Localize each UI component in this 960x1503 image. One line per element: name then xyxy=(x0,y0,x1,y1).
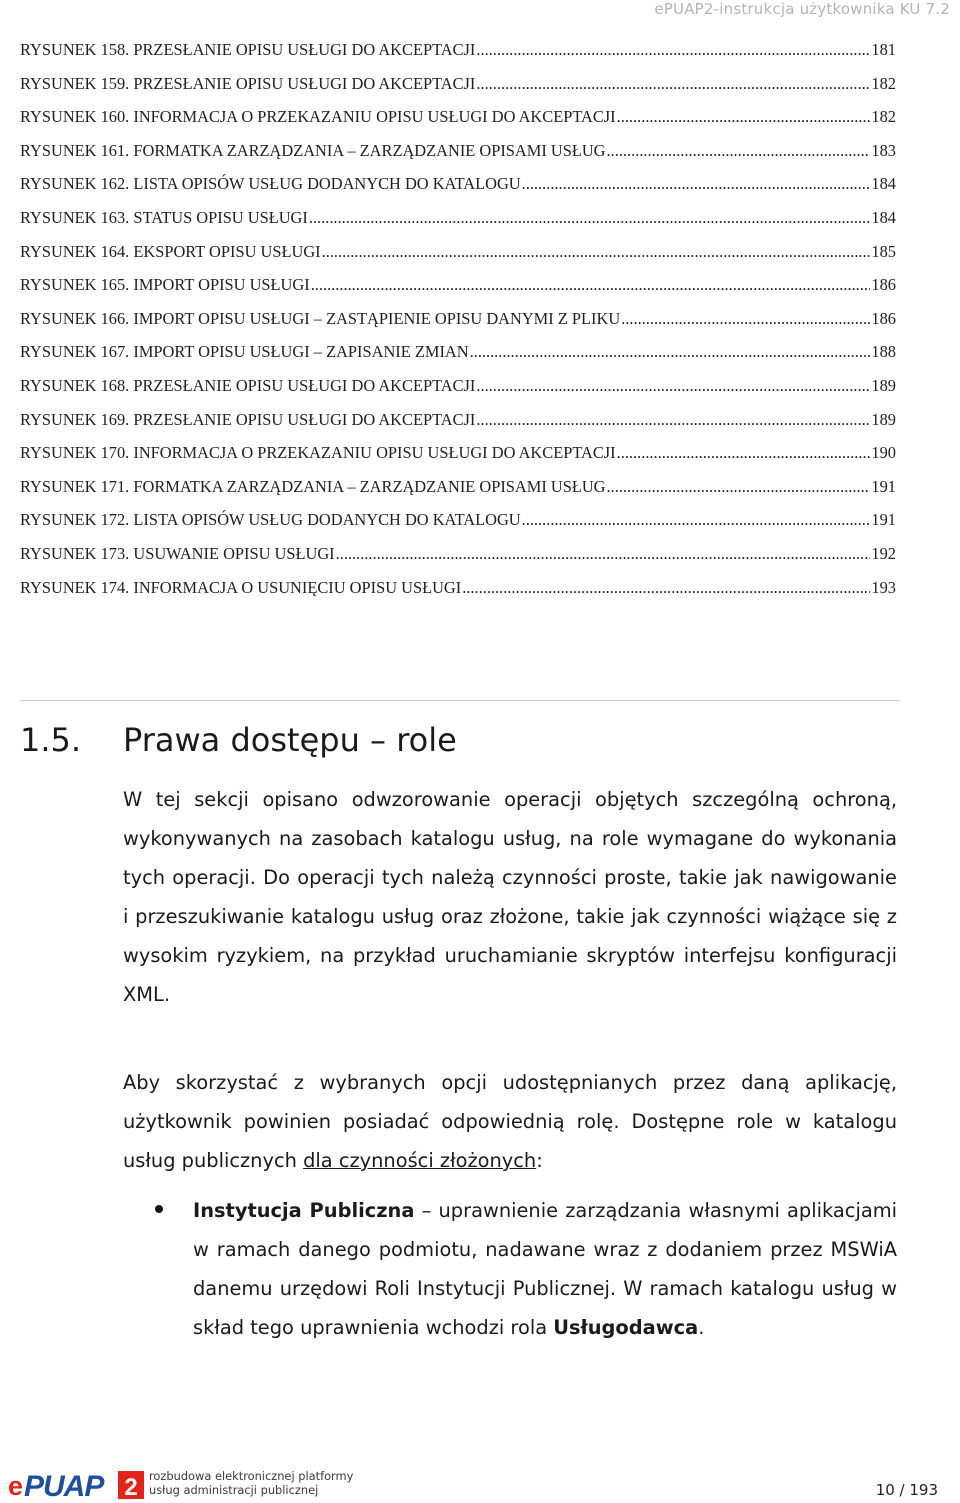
toc-entry-page: 190 xyxy=(871,443,896,463)
toc-dot-leader xyxy=(309,208,871,228)
list-item xyxy=(0,1191,960,1347)
toc-entry-title: RYSUNEK 158. PRZESŁANIE OPISU USŁUGI DO AKCEPTACJI xyxy=(20,40,476,59)
toc-entry-page: 184 xyxy=(871,174,896,194)
platform-tagline xyxy=(149,1469,353,1497)
toc-entry[interactable] xyxy=(20,510,896,544)
toc-entry-page: 181 xyxy=(871,40,896,59)
running-header: ePUAP2-instrukcja użytkownika KU 7.2 xyxy=(654,0,950,18)
toc-entry-title: RYSUNEK 166. IMPORT OPISU USŁUGI – ZASTĄPIENIE OPISU DANYMI Z PLIKU xyxy=(20,308,621,328)
epuap-logo xyxy=(6,1469,146,1501)
toc-dot-leader xyxy=(607,141,871,161)
section-number: 1.5. xyxy=(20,721,82,759)
toc-entry-title: RYSUNEK 168. PRZESŁANIE OPISU USŁUGI DO AKCEPTACJI xyxy=(20,375,476,395)
section-divider xyxy=(20,700,900,701)
toc-dot-leader xyxy=(607,477,871,497)
toc-entry[interactable] xyxy=(20,141,896,175)
toc-dot-leader xyxy=(462,578,870,598)
list-item-text xyxy=(193,1191,897,1347)
toc-entry[interactable] xyxy=(20,74,896,108)
toc-dot-leader xyxy=(522,174,871,194)
role-description-end: . xyxy=(698,1316,705,1339)
roles-list xyxy=(0,1191,960,1347)
toc-dot-leader xyxy=(617,107,871,127)
toc-entry-title: RYSUNEK 162. LISTA OPISÓW USŁUG DODANYCH DO KATALOGU xyxy=(20,174,521,194)
toc-entry-page: 189 xyxy=(871,409,896,429)
toc-entry-title: RYSUNEK 167. IMPORT OPISU USŁUGI – ZAPISANIE ZMIAN xyxy=(20,342,469,362)
toc-entry-title: RYSUNEK 164. EKSPORT OPISU USŁUGI xyxy=(20,241,321,261)
toc-dot-leader xyxy=(476,410,870,430)
toc-entry-title: RYSUNEK 170. INFORMACJA O PRZEKAZANIU OPISU USŁUGI DO AKCEPTACJI xyxy=(20,443,616,463)
toc-dot-leader xyxy=(470,342,871,362)
toc-entry-page: 191 xyxy=(871,510,896,530)
toc-entry[interactable] xyxy=(20,208,896,242)
toc-dot-leader xyxy=(617,443,871,463)
toc-entry[interactable] xyxy=(20,578,896,612)
toc-entry-title: RYSUNEK 159. PRZESŁANIE OPISU USŁUGI DO AKCEPTACJI xyxy=(20,73,476,93)
toc-entry[interactable] xyxy=(20,40,896,74)
logo-e: e xyxy=(8,1471,24,1501)
toc-dot-leader xyxy=(621,309,870,329)
tagline-line-2: usług administracji publicznej xyxy=(149,1483,319,1497)
intro-paragraph: W tej sekcji opisano odwzorowanie operacji objętych szczególną ochroną, wykonywanych na zasobach katalogu usług, na role wymagane do wykonania tych operacji. Do operacji tych należą czynności proste, takie jak nawigowanie i przeszukiwanie katalogu usług oraz złożone, takie jak czynności wiążące się z wysokim ryzykiem, na przykład uruchamianie skryptów interfejsu konfiguracji XML. xyxy=(123,788,897,1006)
toc-entry[interactable] xyxy=(20,275,896,309)
toc-entry[interactable] xyxy=(20,242,896,276)
toc-entry-page: 186 xyxy=(871,308,896,328)
toc-entry-page: 188 xyxy=(871,342,896,362)
toc-entry-page: 192 xyxy=(871,543,896,563)
toc-entry-title: RYSUNEK 172. LISTA OPISÓW USŁUG DODANYCH DO KATALOGU xyxy=(20,510,521,530)
toc-entry[interactable] xyxy=(20,443,896,477)
toc-entry-title: RYSUNEK 165. IMPORT OPISU USŁUGI xyxy=(20,275,310,295)
tagline-line-1: rozbudowa elektronicznej platformy xyxy=(149,1469,354,1483)
toc-entry-title: RYSUNEK 171. FORMATKA ZARZĄDZANIA – ZARZĄDZANIE OPISAMI USŁUG xyxy=(20,476,606,496)
toc-entry-page: 193 xyxy=(871,577,896,597)
section-heading xyxy=(20,721,457,759)
section-title: Prawa dostępu – role xyxy=(123,721,457,759)
toc-entry-page: 184 xyxy=(871,207,896,227)
toc-dot-leader xyxy=(522,510,871,530)
toc-dot-leader xyxy=(322,242,871,262)
page-footer xyxy=(0,1455,960,1503)
toc-entry-page: 183 xyxy=(871,140,896,160)
toc-entry-page: 185 xyxy=(871,241,896,261)
role-included: Usługodawca xyxy=(553,1316,699,1339)
toc-entry[interactable] xyxy=(20,174,896,208)
toc-dot-leader xyxy=(476,40,870,60)
toc-dot-leader xyxy=(336,544,871,564)
toc-entry-title: RYSUNEK 161. FORMATKA ZARZĄDZANIA – ZARZĄDZANIE OPISAMI USŁUG xyxy=(20,140,606,160)
toc-entry[interactable] xyxy=(20,477,896,511)
roles-paragraph-end: : xyxy=(536,1149,543,1172)
toc-dot-leader xyxy=(476,376,870,396)
figure-list xyxy=(20,40,896,611)
role-name: Instytucja Publiczna xyxy=(193,1199,415,1222)
toc-entry-title: RYSUNEK 163. STATUS OPISU USŁUGI xyxy=(20,207,308,227)
page-number: 10 / 193 xyxy=(875,1481,938,1499)
toc-entry-page: 189 xyxy=(871,375,896,395)
toc-entry[interactable] xyxy=(20,410,896,444)
toc-entry[interactable] xyxy=(20,107,896,141)
toc-entry[interactable] xyxy=(20,342,896,376)
toc-entry-title: RYSUNEK 174. INFORMACJA O USUNIĘCIU OPISU USŁUGI xyxy=(20,577,462,597)
toc-entry[interactable] xyxy=(20,309,896,343)
toc-entry-title: RYSUNEK 169. PRZESŁANIE OPISU USŁUGI DO AKCEPTACJI xyxy=(20,409,476,429)
logo-number: 2 xyxy=(124,1474,138,1501)
toc-entry-page: 182 xyxy=(871,73,896,93)
role-description: – uprawnienie zarządzania własnymi aplikacjami w ramach danego podmiotu, nadawane wraz z dodaniem przez MSWiA danemu urzędowi Roli Instytucji Publicznej. W ramach katalogu usług w skład tego uprawnienia wchodzi rola xyxy=(193,1199,897,1339)
toc-entry[interactable] xyxy=(20,376,896,410)
roles-paragraph xyxy=(123,1063,897,1180)
toc-dot-leader xyxy=(311,275,871,295)
toc-entry[interactable] xyxy=(20,544,896,578)
toc-dot-leader xyxy=(476,74,870,94)
toc-entry-page: 186 xyxy=(871,275,896,295)
underlined-phrase: dla czynności złożonych xyxy=(303,1149,537,1172)
toc-entry-page: 191 xyxy=(871,476,896,496)
logo-puap: PUAP xyxy=(24,1470,104,1501)
roles-paragraph-text: Aby skorzystać z wybranych opcji udostępnianych przez daną aplikację, użytkownik powinien posiadać odpowiednią rolę. Dostępne role w katalogu usług publicznych xyxy=(123,1071,897,1172)
toc-entry-title: RYSUNEK 173. USUWANIE OPISU USŁUGI xyxy=(20,543,335,563)
toc-entry-page: 182 xyxy=(871,107,896,127)
bullet-icon xyxy=(155,1205,163,1213)
toc-entry-title: RYSUNEK 160. INFORMACJA O PRZEKAZANIU OPISU USŁUGI DO AKCEPTACJI xyxy=(20,107,616,127)
